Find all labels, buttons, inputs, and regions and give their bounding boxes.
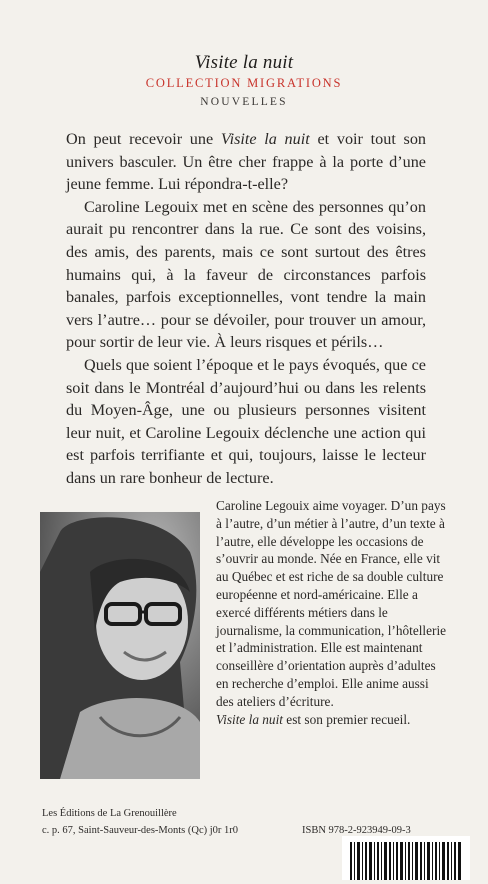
author-bio <box>216 497 448 728</box>
isbn-number: ISBN 978-2-923949-09-3 <box>302 825 411 836</box>
blurb-paragraph-3: Quels que soient l’époque et le pays évoqués, que ce soit dans le Montréal d’aujourd’hui ou dans les relents du Moyen-Âge, une ou plusieurs personnes visitent leur nuit, et Caroline Legouix déclenche une action qui est parfois terrifiante et qui, toujours, laisse le lecteur dans un rare bonheur de lecture. <box>66 355 426 487</box>
publisher-name: Les Éditions de La Grenouillère <box>42 808 177 819</box>
genre-label: NOUVELLES <box>200 96 288 108</box>
author-photo <box>40 512 200 779</box>
blurb <box>66 128 426 490</box>
blurb-text: On peut recevoir une <box>66 130 221 148</box>
bio-title-ref: Visite la nuit <box>216 711 283 727</box>
bio-text-end: est son premier recueil. <box>282 711 411 727</box>
bio-text: Caroline Legouix aime voyager. D’un pays à l’autre, d’un métier à l’autre, d’un texte à l’autre, elle développe les occasions de s’ouvrir au monde. Née en France, elle vit au Québec et est riche de sa double culture européenne et nord-américaine. Elle a exercé différents métiers dans le journalisme, la communication, l’hôtellerie et l’administration. Elle est maintenant conseillère d’orientation auprès d’adultes en recherche d’emploi. Elle anime aussi des ateliers d’écriture. <box>216 498 447 709</box>
barcode-graphic <box>342 836 470 880</box>
blurb-title-ref: Visite la nuit <box>220 130 310 148</box>
blurb-paragraph-2: Caroline Legouix met en scène des personnes qu’on aurait pu rencontrer dans la rue. Ce sont des voisins, des amis, des parents, mais ce sont surtout des êtres humains qui, à la faveur de circonstances parfois banales, parfois exceptionnelles, vont tendre la main vers l’autre… pour se dévoiler, pour trouver un amour, pour sortir de leur vie. À leurs risques et périls… <box>66 197 426 352</box>
blurb-text: et voir tout son univers basculer. Un être cher frappe à la porte d’une jeune femme. Lui répondra-t-elle? <box>66 130 427 194</box>
book-title: Visite la nuit <box>194 52 294 73</box>
bio-last-line <box>216 711 448 729</box>
blurb-paragraph-1 <box>66 128 426 196</box>
barcode-icon <box>342 836 470 880</box>
collection-name: COLLECTION MIGRATIONS <box>145 76 343 90</box>
publisher-address: c. p. 67, Saint-Sauveur-des-Monts (Qc) j0r 1r0 <box>42 825 239 836</box>
author-photo-graphic <box>40 512 200 779</box>
